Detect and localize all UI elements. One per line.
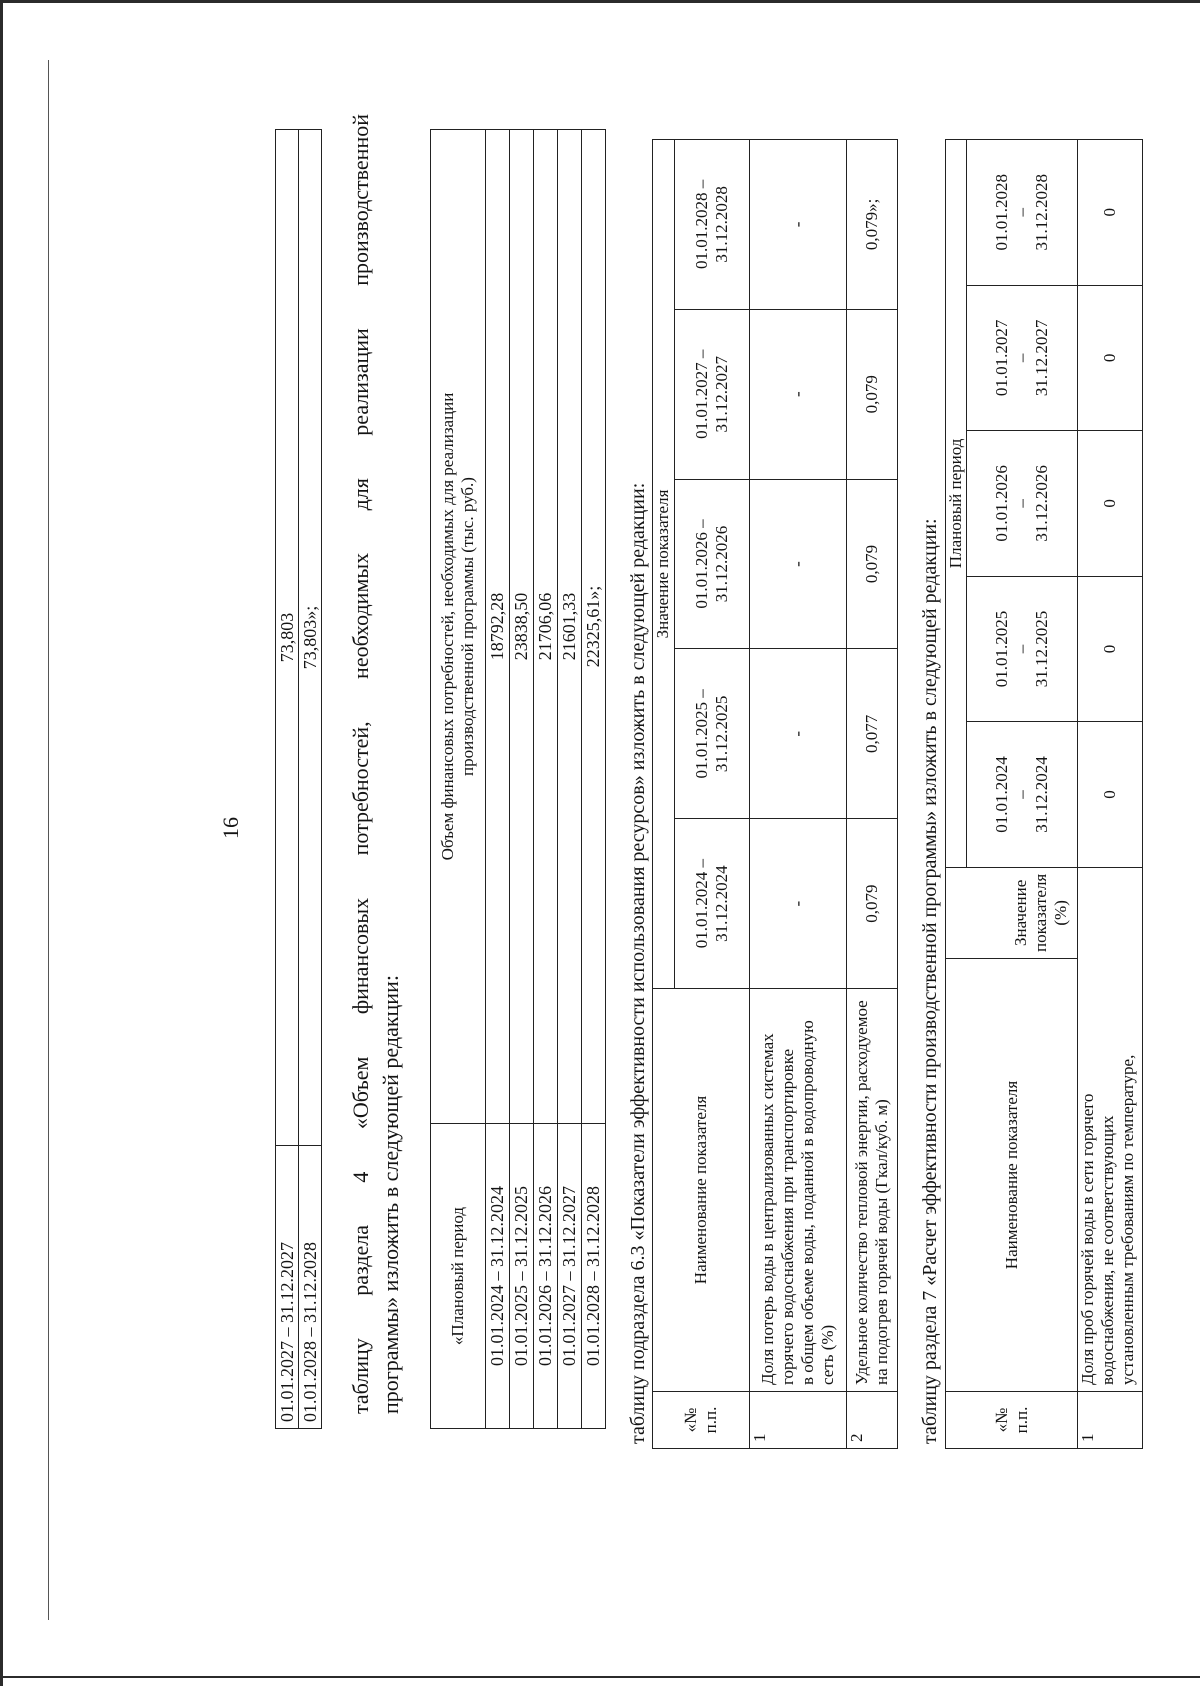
period-cell: 01.01.2024 – 31.12.2024: [486, 1124, 510, 1429]
table-row: [582, 130, 606, 1429]
page-content: [100, 99, 1137, 1559]
header-value-group: Значение показателя: [653, 140, 675, 989]
header-no-line: п.п.: [701, 1406, 720, 1434]
table-row: [276, 130, 299, 1429]
header-period: «Плановый период: [431, 1124, 486, 1429]
row-no: 2: [847, 1392, 898, 1449]
period-cell: 01.01.2025 – 31.12.2025: [510, 1124, 534, 1429]
table-program-efficiency: [945, 139, 1143, 1449]
scan-fold-line: [48, 60, 49, 1620]
header-period-2025: 01.01.2025 – 31.12.2025: [967, 576, 1078, 722]
row-name: Доля проб горячей воды в сети горячего водоснабжения, не соответствующих установленным требованиям по температуре,: [1078, 867, 1143, 1391]
scan-border-left: [0, 0, 3, 1686]
value-cell: -: [750, 309, 847, 479]
value-cell: 0: [1078, 285, 1143, 431]
value-cell: 0: [1078, 431, 1143, 577]
table-row: [750, 140, 847, 1449]
period-cell: 01.01.2027 – 31.12.2027: [558, 1124, 582, 1429]
table-header-row: [653, 140, 675, 1449]
value-cell: -: [750, 479, 847, 649]
header-period-2028: 01.01.2028 – 31.12.2028: [674, 140, 749, 310]
page-number: 16: [218, 817, 243, 839]
header-value-line: Объем финансовых потребностей, необходимых для реализации: [438, 392, 457, 861]
value-cell: -: [750, 819, 847, 989]
value-cell: 0,079: [847, 819, 898, 989]
header-period-2027: 01.01.2027 – 31.12.2027: [674, 309, 749, 479]
table-header-row: [431, 130, 486, 1429]
rotated-page: [100, 63, 1137, 1623]
value-cell: 0,079»;: [847, 140, 898, 310]
row-no: 1: [750, 1392, 847, 1449]
value-cell: 22325,61»;: [582, 130, 606, 1124]
paragraph-line: таблицу раздела 4 «Объем финансовых потребностей, необходимых для реализации производственной: [348, 114, 373, 1414]
period-cell: 01.01.2028 – 31.12.2028: [582, 1124, 606, 1429]
header-period-2024: 01.01.2024 – 31.12.2024: [674, 819, 749, 989]
value-cell: 0,079: [847, 479, 898, 649]
header-name: Наименование показателя: [946, 959, 1078, 1392]
value-cell: 73,803»;: [299, 130, 322, 1146]
row-no: 1: [1078, 1392, 1143, 1449]
table-row: [1078, 140, 1143, 1449]
header-period-2026: 01.01.2026 – 31.12.2026: [967, 431, 1078, 577]
value-cell: 0,077: [847, 649, 898, 819]
row-name: Доля потерь воды в централизованных системах горячего водоснабжения при транспортировке в общем объеме воды, поданной в водопроводную сеть (%): [750, 989, 847, 1392]
header-value: Значение показателя (%): [1005, 867, 1078, 958]
value-cell: 21706,06: [534, 130, 558, 1124]
table-row: [510, 130, 534, 1429]
value-cell: 21601,33: [558, 130, 582, 1124]
paragraph-line: программы» изложить в следующей редакции:: [378, 975, 403, 1414]
value-cell: 18792,28: [486, 130, 510, 1124]
value-cell: -: [750, 649, 847, 819]
table-row: [558, 130, 582, 1429]
value-cell: 23838,50: [510, 130, 534, 1124]
value-cell: 0: [1078, 576, 1143, 722]
table-header-row: [946, 140, 967, 1449]
period-cell: 01.01.2026 – 31.12.2026: [534, 1124, 558, 1429]
table-row: [534, 130, 558, 1429]
table-row: [486, 130, 510, 1429]
header-no: [653, 1392, 750, 1449]
period-cell: 01.01.2027 – 31.12.2027: [276, 1146, 299, 1429]
header-spacer: [946, 867, 1006, 958]
scan-border-top: [0, 0, 1200, 3]
header-no-line: «№: [681, 1407, 700, 1433]
header-value: [431, 130, 486, 1124]
table-row: [847, 140, 898, 1449]
paragraph-finance-intro: [346, 114, 406, 1414]
header-no: «№ п.п.: [946, 1392, 1078, 1449]
table-row: [299, 130, 322, 1429]
value-cell: 0: [1078, 140, 1143, 286]
header-period-2024: 01.01.2024 – 31.12.2024: [967, 722, 1078, 868]
value-cell: -: [750, 140, 847, 310]
header-period-2027: 01.01.2027 – 31.12.2027: [967, 285, 1078, 431]
caption-resources-table: таблицу подраздела 6.3 «Показатели эффективности использования ресурсов» изложить в следующей редакции:: [627, 482, 649, 1444]
value-cell: 0: [1078, 722, 1143, 868]
value-cell: 0,079: [847, 309, 898, 479]
header-value-line: производственной программы (тыс. руб.): [458, 477, 477, 776]
caption-efficiency-table: таблицу раздела 7 «Расчет эффективности производственной программы» изложить в следующей редакции:: [919, 518, 941, 1444]
header-name: Наименование показателя: [653, 989, 750, 1392]
table-resource-efficiency: [652, 139, 898, 1449]
table-top-continuation: [275, 129, 322, 1429]
row-name: Удельное количество тепловой энергии, расходуемое на подогрев горячей воды (Гкал/куб. м): [847, 989, 898, 1392]
header-period-2026: 01.01.2026 – 31.12.2026: [674, 479, 749, 649]
header-period-2028: 01.01.2028 – 31.12.2028: [967, 140, 1078, 286]
header-period-2025: 01.01.2025 – 31.12.2025: [674, 649, 749, 819]
value-cell: 73,803: [276, 130, 299, 1146]
scan-border-bottom: [0, 1676, 1200, 1678]
table-financial-needs: [430, 129, 606, 1429]
period-cell: 01.01.2028 – 31.12.2028: [299, 1146, 322, 1429]
header-plan-group: Плановый период: [946, 140, 967, 868]
